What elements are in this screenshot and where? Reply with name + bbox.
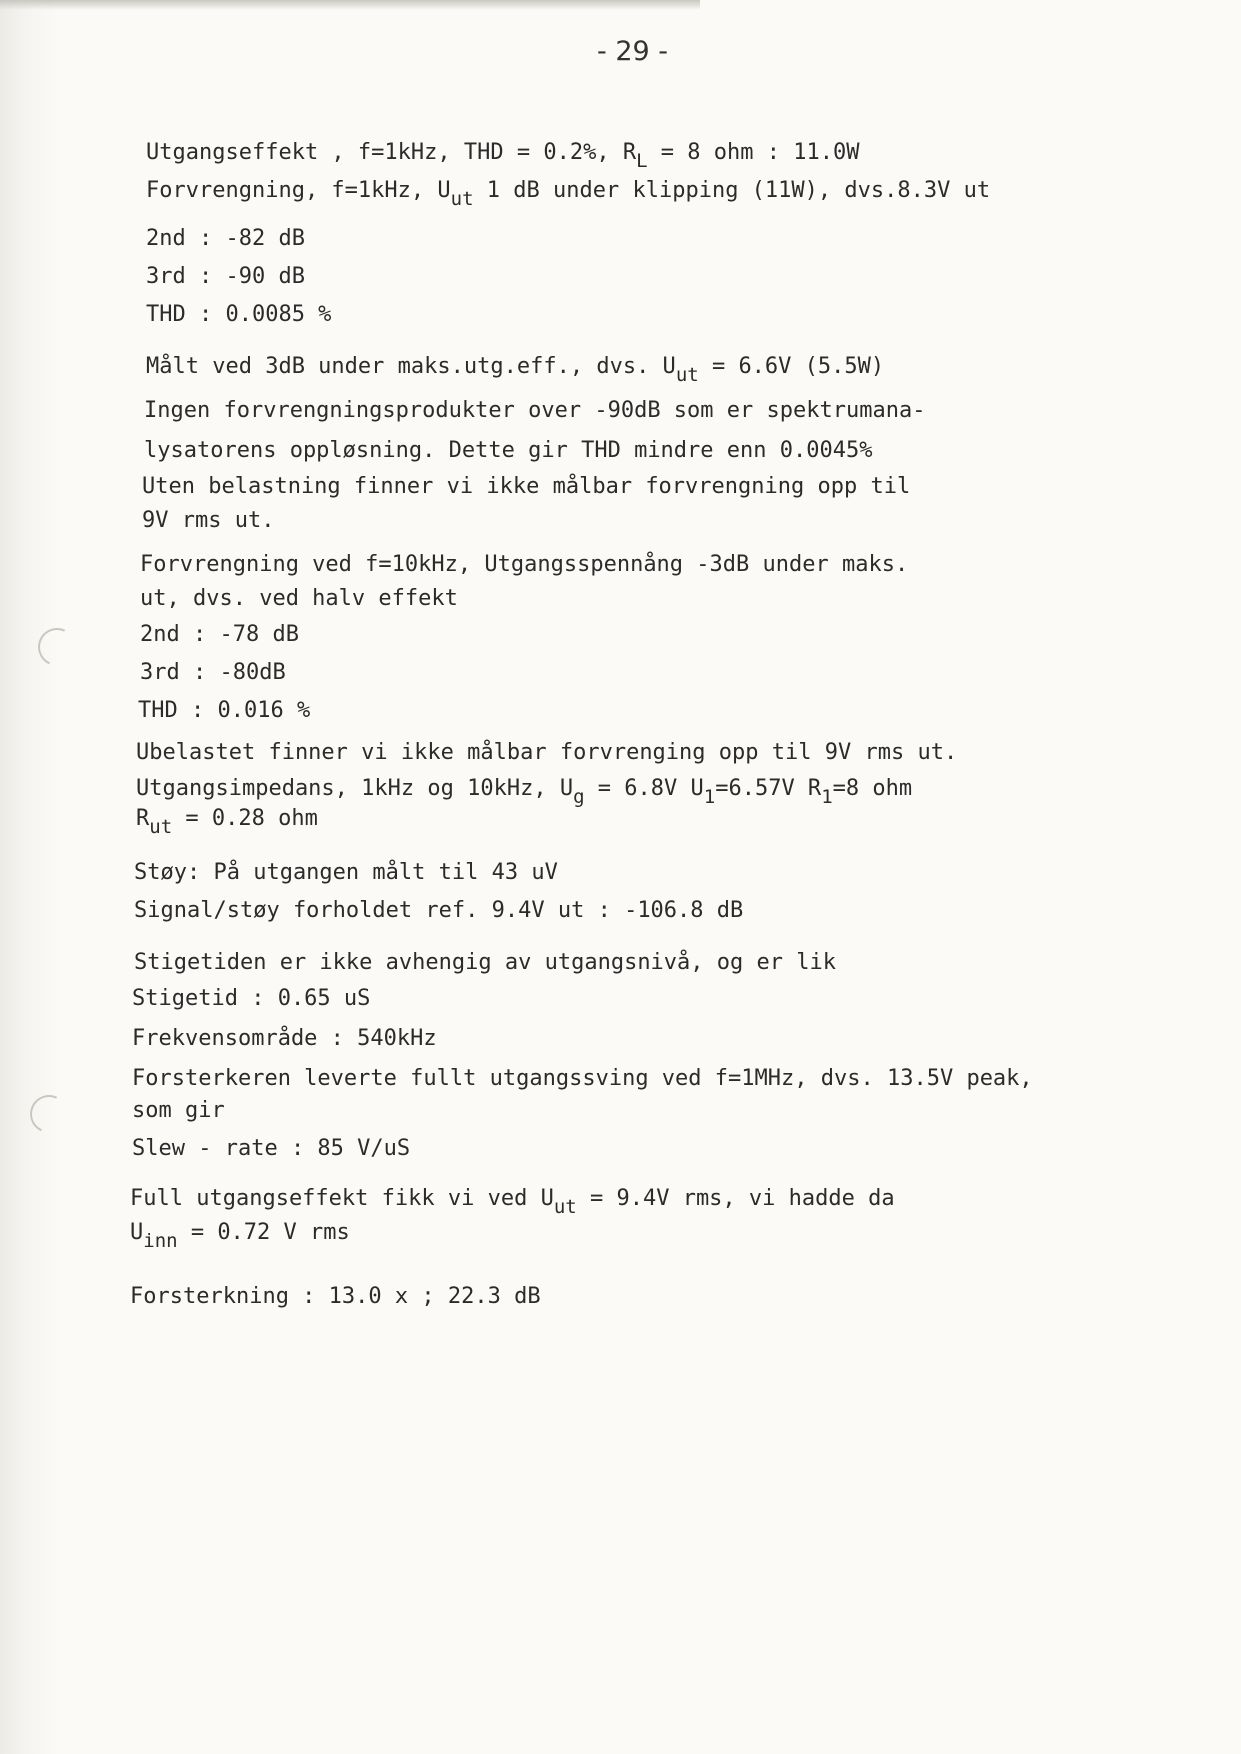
- full-output-line: Full utgangseffekt fikk vi ved Uut = 9.4V rms, vi hadde da: [130, 1186, 895, 1218]
- text-line: 9V rms ut.: [142, 508, 275, 533]
- distortion-10khz-line: Forvrengning ved f=10kHz, Utgangsspennång -3dB under maks.: [140, 552, 909, 577]
- output-impedance-line: Utgangsimpedans, 1kHz og 10kHz, Ug = 6.8V U1=6.57V R1=8 ohm: [136, 776, 913, 808]
- text-line: lysatorens oppløsning. Dette gir THD mindre enn 0.0045%: [144, 438, 873, 463]
- gain-line: Forsterkning : 13.0 x ; 22.3 dB: [130, 1284, 541, 1309]
- distortion-1khz-line: Forvrengning, f=1kHz, Uut 1 dB under klipping (11W), dvs.8.3V ut: [146, 178, 991, 210]
- thd-line: THD : 0.0085 %: [146, 302, 332, 327]
- page-number: - 29 -: [597, 36, 669, 67]
- output-power-line: Utgangseffekt , f=1kHz, THD = 0.2%, RL = 8 ohm : 11.0W: [146, 140, 860, 172]
- frequency-range-line: Frekvensområde : 540kHz: [132, 1026, 437, 1051]
- thd-line: THD : 0.016 %: [138, 698, 311, 723]
- punch-hole-mark: [25, 1090, 74, 1139]
- text-line: Uten belastning finner vi ikke målbar forvrengning opp til: [142, 474, 911, 499]
- text-line: Ingen forvrengningsprodukter over -90dB som er spektrumana-: [144, 398, 926, 423]
- text-line: Stigetiden er ikke avhengig av utgangsnivå, og er lik: [134, 950, 836, 975]
- slew-rate-line: Slew - rate : 85 V/uS: [132, 1136, 411, 1161]
- text-line: Ubelastet finner vi ikke målbar forvrenging opp til 9V rms ut.: [136, 740, 958, 765]
- third-harmonic-line: 3rd : -80dB: [140, 660, 286, 685]
- second-harmonic-line: 2nd : -78 dB: [140, 622, 299, 647]
- snr-line: Signal/støy forholdet ref. 9.4V ut : -106.8 dB: [134, 898, 744, 923]
- third-harmonic-line: 3rd : -90 dB: [146, 264, 305, 289]
- rut-line: Rut = 0.28 ohm: [136, 806, 318, 838]
- second-harmonic-line: 2nd : -82 dB: [146, 226, 305, 251]
- scan-edge-shadow: [0, 0, 700, 10]
- measured-3db-line: Målt ved 3dB under maks.utg.eff., dvs. Uut = 6.6V (5.5W): [146, 354, 885, 386]
- noise-line: Støy: På utgangen målt til 43 uV: [134, 860, 558, 885]
- rise-time-line: Stigetid : 0.65 uS: [132, 986, 371, 1011]
- input-voltage-line: Uinn = 0.72 V rms: [130, 1220, 350, 1252]
- punch-hole-mark: [33, 623, 82, 672]
- text-line: Forsterkeren leverte fullt utgangssving ved f=1MHz, dvs. 13.5V peak,: [132, 1066, 1033, 1091]
- text-line: som gir: [132, 1098, 225, 1123]
- text-line: ut, dvs. ved halv effekt: [140, 586, 458, 611]
